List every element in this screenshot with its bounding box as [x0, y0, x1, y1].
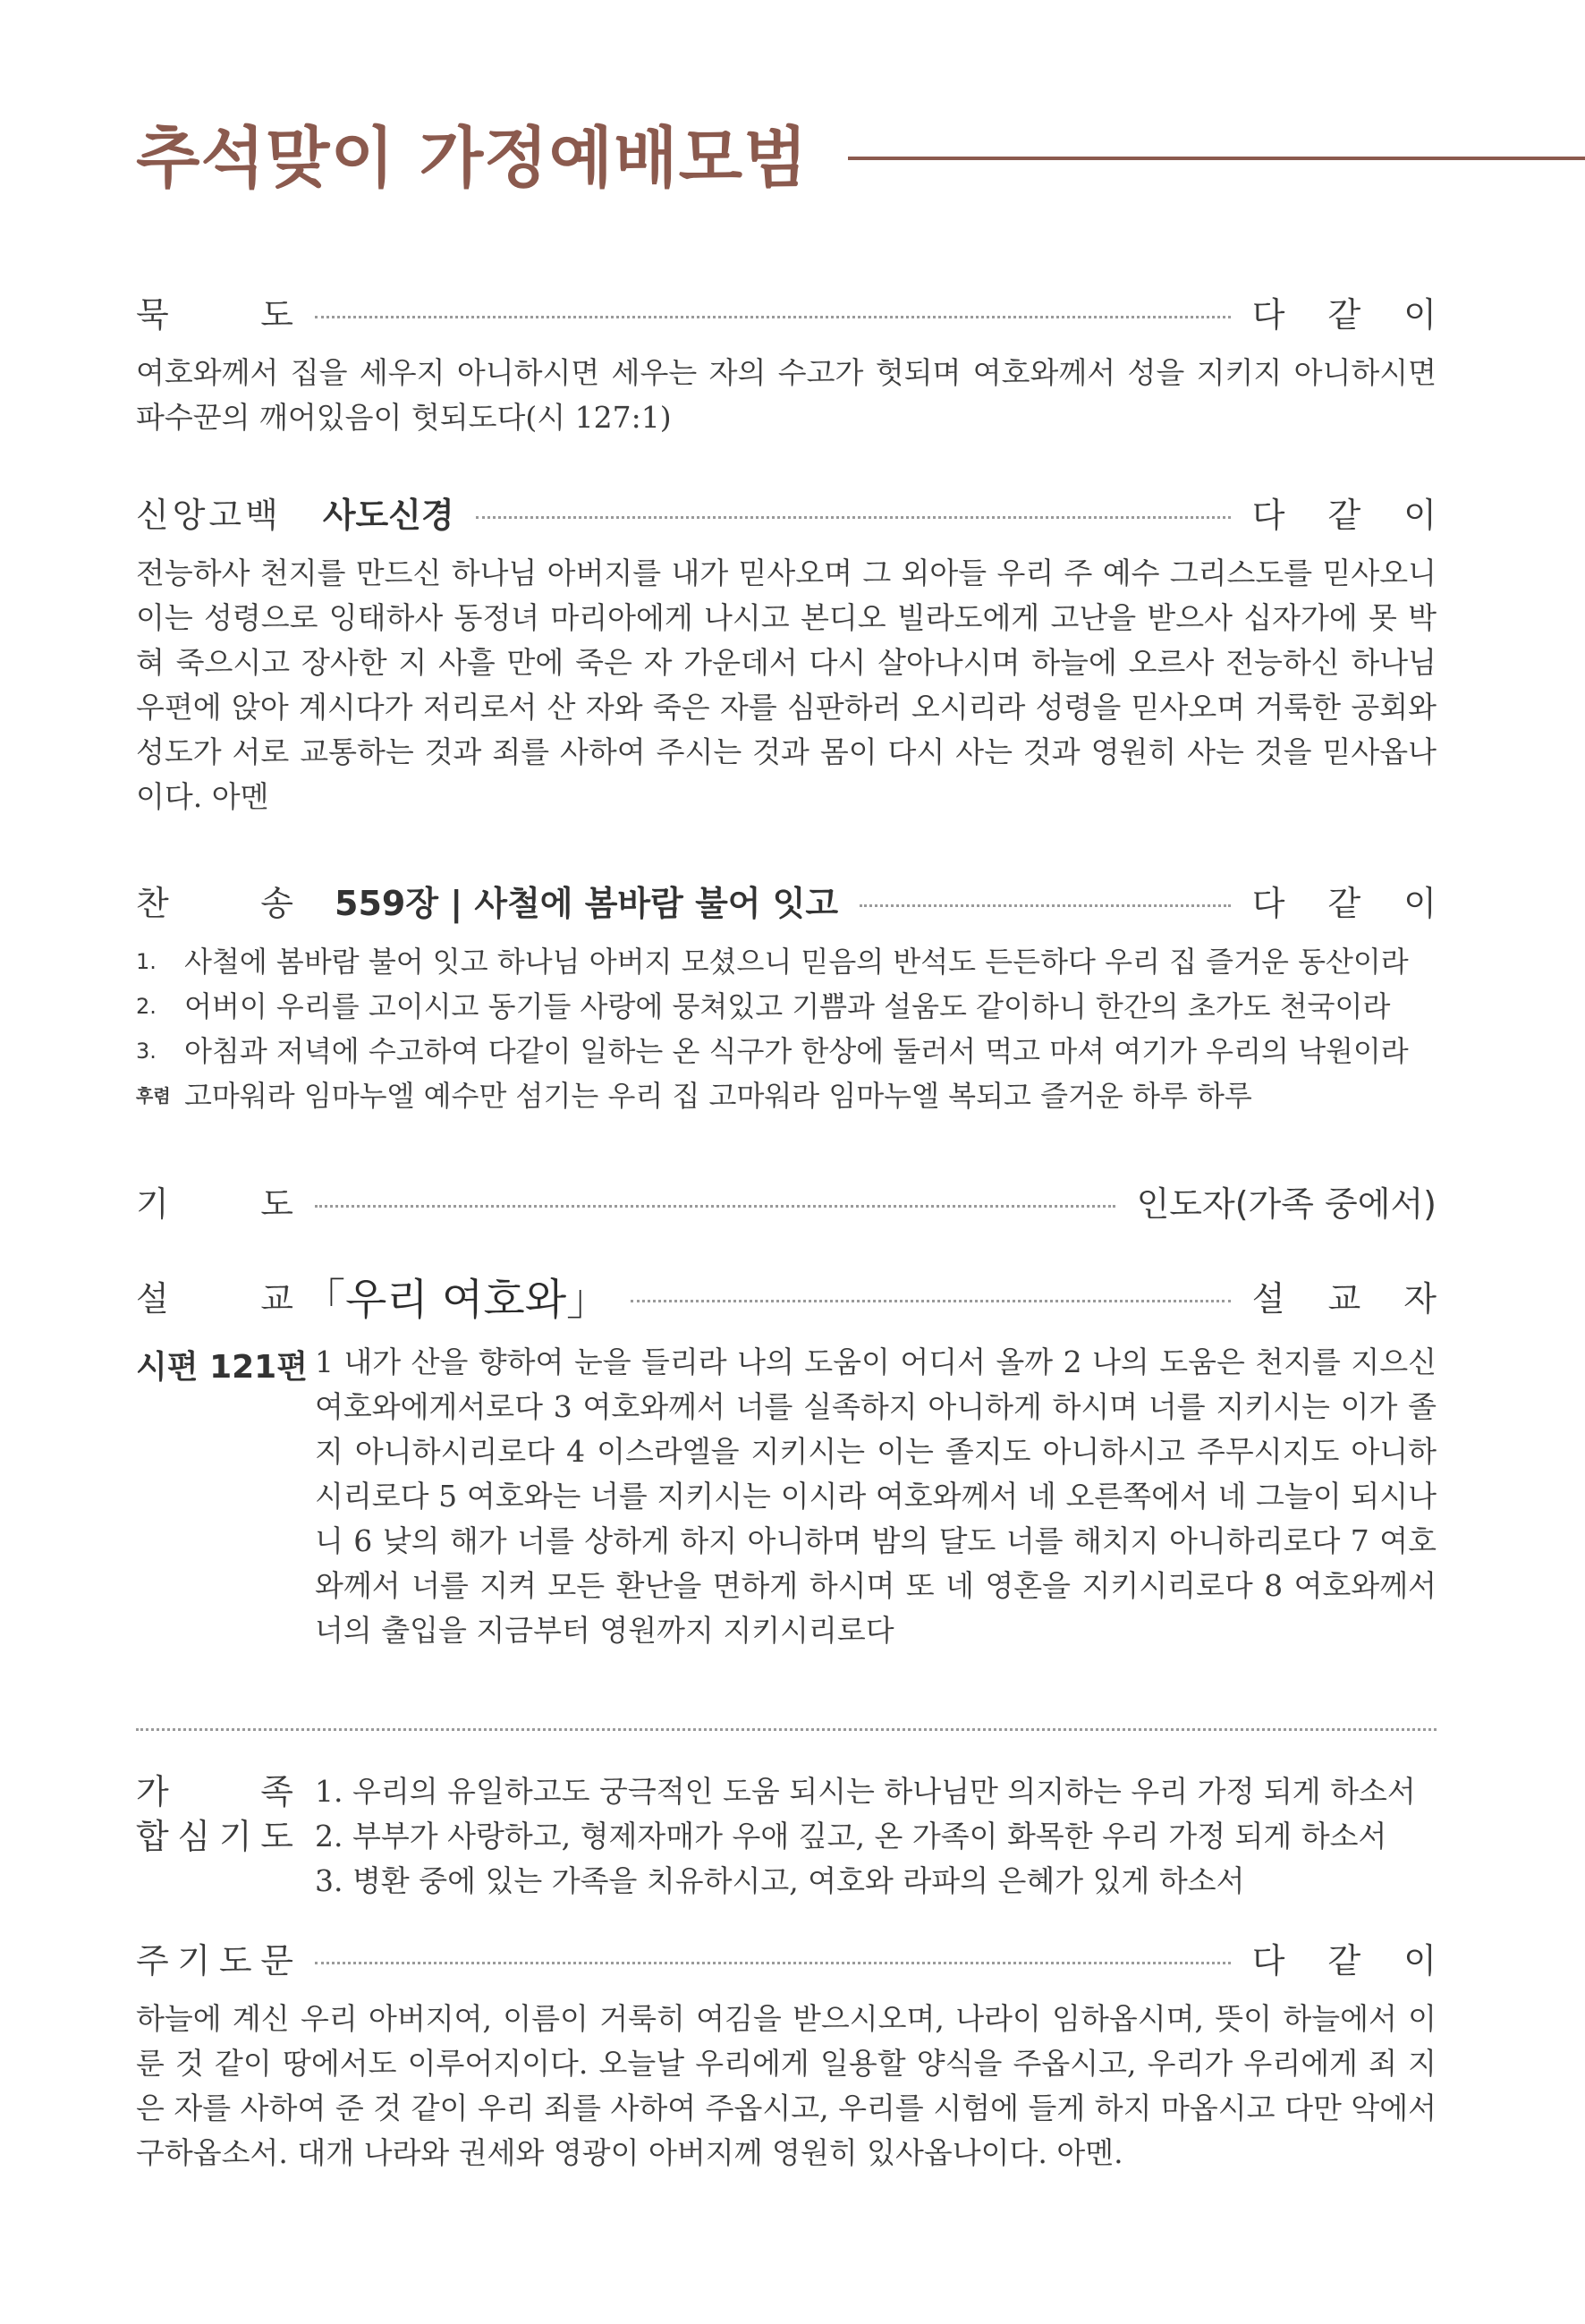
verse-text: 아침과 저녁에 수고하여 다같이 일하는 온 식구가 한상에 둘러서 먹고 마셔 여기가 우리의 낙원이라	[184, 1034, 1409, 1068]
creed-section	[136, 485, 1453, 819]
hymn-heading	[136, 873, 1453, 927]
invocation-label: 묵 도	[136, 294, 293, 335]
hymn-refrain	[136, 1073, 1437, 1118]
creed-text: 전능하사 천지를 만드신 하나님 아버지를 내가 믿사오며 그 외아들 우리 주 예수 그리스도를 믿사오니 이는 성령으로 잉태하사 동정녀 마리아에게 나시고 본디오 빌라도에게 고난을 받으사 십자가에 못 박혀 죽으시고 장사한 지 사흘 만에 죽은 자 가운데서 다시 살아나시며 하늘에 오르사 전능하신 하나님 우편에 앉아 계시다가 저리로서 산 자와 죽은 자를 심판하러 오시리라 성령을 믿사오며 거룩한 공회와 성도가 서로 교통하는 것과 죄를 사하여 주시는 것과 몸이 다시 사는 것과 영원히 사는 것을 믿사옵나이다. 아멘	[136, 556, 1437, 814]
hymn-section	[136, 873, 1453, 1118]
title-row	[136, 120, 1585, 197]
family-prayer	[136, 1769, 1437, 1904]
refrain-text: 고마워라 임마누엘 예수만 섬기는 우리 집 고마워라 임마누엘 복되고 즐거운 하루 하루	[184, 1079, 1252, 1113]
prayer-label: 기 도	[136, 1183, 293, 1224]
sermon-title: 「우리 여호와」	[302, 1274, 610, 1325]
lords-prayer-leader: 다 같 이	[1251, 1940, 1453, 1980]
invocation-leader: 다 같 이	[1251, 294, 1453, 335]
lords-prayer-section	[136, 1930, 1453, 2176]
family-prayer-label: 가 족 합 심 기 도	[136, 1772, 293, 1856]
hymn-title: 559장 | 사철에 봄바람 불어 잇고	[335, 883, 839, 923]
lords-prayer-heading	[136, 1930, 1453, 1984]
sermon-section	[136, 1268, 1453, 1653]
hymn-verse	[136, 1029, 1437, 1073]
hymn-verses	[136, 939, 1437, 1118]
verse-number: 1.	[136, 949, 157, 974]
hymn-label: 찬 송	[136, 883, 293, 923]
refrain-label: 후렴	[136, 1085, 171, 1107]
dotted-leader	[315, 1205, 1115, 1208]
lords-prayer-label: 주 기 도 문	[136, 1940, 293, 1980]
verse-number: 3.	[136, 1039, 157, 1064]
dotted-leader	[860, 904, 1231, 907]
sermon-label: 설 교	[136, 1278, 293, 1319]
scripture-text: 1 내가 산을 향하여 눈을 들리라 나의 도움이 어디서 올까 2 나의 도움은 천지를 지으신 여호와에게서로다 3 여호와께서 너를 실족하지 아니하게 하시며 너를 지키시는 이가 졸지 아니하시리로다 4 이스라엘을 지키시는 이는 졸지도 아니하시고 주무시지도 아니하시리로다 5 여호와는 너를 지키시는 이시라 여호와께서 네 오른쪽에서 네 그늘이 되시나니 6 낮의 해가 너를 상하게 하지 아니하며 밤의 달도 너를 해치지 아니하리로다 7 여호와께서 너를 지켜 모든 환난을 면하게 하시며 또 네 영혼을 지키시리로다 8 여호와께서 너의 출입을 지금부터 영원까지 지키시리로다	[315, 1344, 1437, 1648]
hymn-verse	[136, 939, 1437, 984]
family-prayer-item: 2. 부부가 사랑하고, 형제자매가 우애 깊고, 온 가족이 화목한 우리 가정 되게 하소서	[315, 1819, 1387, 1853]
verse-text: 사철에 봄바람 불어 잇고 하나님 아버지 모셨으니 믿음의 반석도 든든하다 우리 집 즐거운 동산이라	[184, 945, 1409, 979]
title-rule	[848, 157, 1585, 160]
sermon-leader: 설 교 자	[1251, 1278, 1453, 1319]
invocation-text: 여호와께서 집을 세우지 아니하시면 세우는 자의 수고가 헛되며 여호와께서 성을 지키지 아니하시면 파수꾼의 깨어있음이 헛되도다(시 127:1)	[136, 355, 1437, 435]
section-divider	[136, 1728, 1437, 1731]
verse-text: 어버이 우리를 고이시고 동기들 사랑에 뭉쳐있고 기쁨과 설움도 같이하니 한간의 초가도 천국이라	[184, 989, 1391, 1023]
creed-label: 신앙고백	[136, 495, 282, 535]
scripture-block	[136, 1340, 1437, 1653]
family-prayer-items	[315, 1769, 1437, 1904]
prayer-section	[136, 1174, 1437, 1227]
dotted-leader	[315, 316, 1231, 318]
hymn-leader: 다 같 이	[1251, 883, 1453, 923]
creed-title: 사도신경	[322, 495, 454, 535]
prayer-leader: 인도자(가족 중에서)	[1136, 1183, 1437, 1224]
sermon-heading	[136, 1268, 1453, 1325]
dotted-leader	[476, 516, 1231, 519]
verse-number: 2.	[136, 994, 157, 1019]
hymn-verse	[136, 984, 1437, 1029]
invocation-heading	[136, 284, 1453, 338]
prayer-heading	[136, 1174, 1437, 1227]
family-prayer-item: 3. 병환 중에 있는 가족을 치유하시고, 여호와 라파의 은혜가 있게 하소서	[315, 1863, 1245, 1898]
creed-heading	[136, 485, 1453, 539]
page-title: 추석맞이 가정예배모범	[136, 120, 809, 197]
family-prayer-section	[136, 1769, 1437, 1904]
invocation-section	[136, 284, 1453, 440]
family-prayer-item: 1. 우리의 유일하고도 궁극적인 도움 되시는 하나님만 의지하는 우리 가정 되게 하소서	[315, 1774, 1416, 1809]
dotted-leader	[315, 1962, 1231, 1964]
scripture-label: 시편 121편	[136, 1349, 309, 1386]
lords-prayer-text: 하늘에 계신 우리 아버지여, 이름이 거룩히 여김을 받으시오며, 나라이 임하옵시며, 뜻이 하늘에서 이룬 것 같이 땅에서도 이루어지이다. 오늘날 우리에게 일용할 양식을 주옵시고, 우리가 우리에게 죄 지은 자를 사하여 준 것 같이 우리 죄를 사하여 주옵시고, 우리를 시험에 들게 하지 마옵시고 다만 악에서 구하옵소서. 대개 나라와 권세와 영광이 아버지께 영원히 있사옵나이다. 아멘.	[136, 2001, 1437, 2170]
creed-leader: 다 같 이	[1251, 495, 1453, 535]
dotted-leader	[631, 1300, 1231, 1302]
